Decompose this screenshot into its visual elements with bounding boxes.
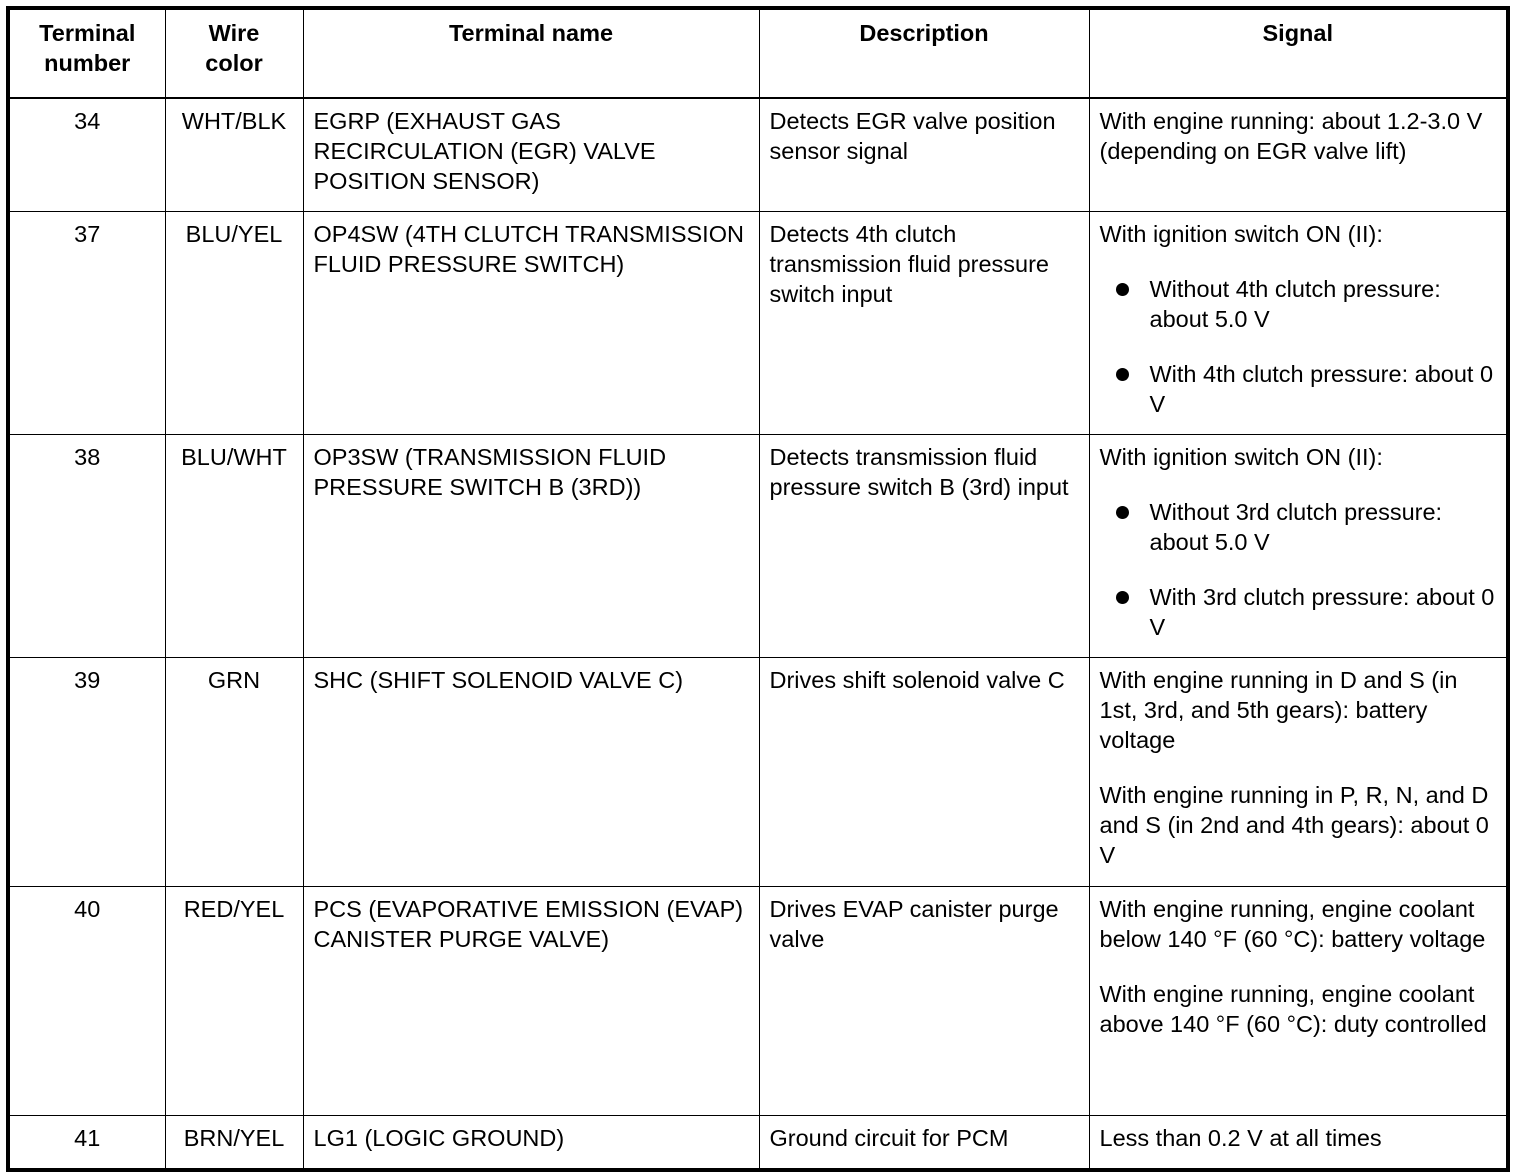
table-row (8, 887, 1508, 1116)
header-terminal-number: Terminal number (8, 8, 165, 98)
terminal-number-cell: 41 (8, 1116, 165, 1171)
wire-color-cell: BLU/WHT (165, 435, 303, 658)
terminal-table (6, 6, 1510, 1172)
table-row (8, 1116, 1508, 1171)
bullet-dot-icon (1116, 283, 1129, 296)
signal-text: With engine running: about 1.2-3.0 V (depending on EGR valve lift) (1099, 108, 1483, 164)
header-wire-color: Wire color (165, 8, 303, 98)
header-signal: Signal (1089, 8, 1508, 98)
table-row (8, 435, 1508, 658)
signal-cell (1089, 658, 1508, 887)
signal-bullet-text: Without 3rd clutch pressure: about 5.0 V (1149, 499, 1443, 555)
signal-bullet-item (1100, 582, 1497, 642)
signal-cell (1089, 887, 1508, 1116)
terminal-number-cell: 39 (8, 658, 165, 887)
signal-bullet-text: Without 4th clutch pressure: about 5.0 V (1149, 276, 1441, 332)
signal-bullet-text: With 4th clutch pressure: about 0 V (1149, 361, 1494, 417)
terminal-number-cell: 34 (8, 98, 165, 212)
wire-color-cell: BRN/YEL (165, 1116, 303, 1171)
signal-text: With engine running, engine coolant below 140 °F (60 °C): battery voltage (1099, 896, 1486, 952)
signal-cell (1089, 435, 1508, 658)
terminal-name-cell: LG1 (LOGIC GROUND) (303, 1116, 759, 1171)
description-cell: Detects transmission fluid pressure switch B (3rd) input (759, 435, 1089, 658)
header-description: Description (759, 8, 1089, 98)
signal-text: With engine running, engine coolant above 140 °F (60 °C): duty controlled (1099, 981, 1487, 1037)
terminal-number-cell: 40 (8, 887, 165, 1116)
signal-cell (1089, 98, 1508, 212)
signal-bullet-text: With 3rd clutch pressure: about 0 V (1149, 584, 1495, 640)
bullet-dot-icon (1116, 591, 1129, 604)
terminal-table-container (6, 6, 1506, 1172)
table-row (8, 212, 1508, 435)
signal-cell (1089, 212, 1508, 435)
terminal-number-cell: 38 (8, 435, 165, 658)
signal-text: With ignition switch ON (II): (1099, 221, 1383, 247)
header-row (8, 8, 1508, 98)
signal-cell (1089, 1116, 1508, 1171)
terminal-number-cell: 37 (8, 212, 165, 435)
table-row (8, 98, 1508, 212)
terminal-name-cell: EGRP (EXHAUST GAS RECIRCULATION (EGR) VALVE POSITION SENSOR) (303, 98, 759, 212)
header-terminal-name: Terminal name (303, 8, 759, 98)
description-cell: Drives shift solenoid valve C (759, 658, 1089, 887)
wire-color-cell: GRN (165, 658, 303, 887)
bullet-dot-icon (1116, 506, 1129, 519)
description-cell: Drives EVAP canister purge valve (759, 887, 1089, 1116)
signal-bullet-item (1100, 359, 1497, 419)
signal-text: Less than 0.2 V at all times (1099, 1125, 1382, 1151)
signal-bullet-item (1100, 274, 1497, 334)
terminal-name-cell: OP3SW (TRANSMISSION FLUID PRESSURE SWITCH B (3RD)) (303, 435, 759, 658)
signal-text: With ignition switch ON (II): (1099, 444, 1383, 470)
description-cell: Detects 4th clutch transmission fluid pressure switch input (759, 212, 1089, 435)
description-cell: Detects EGR valve position sensor signal (759, 98, 1089, 212)
signal-text: With engine running in P, R, N, and D and S (in 2nd and 4th gears): about 0 V (1099, 782, 1489, 868)
signal-bullet-item (1100, 497, 1497, 557)
wire-color-cell: BLU/YEL (165, 212, 303, 435)
wire-color-cell: RED/YEL (165, 887, 303, 1116)
terminal-name-cell: SHC (SHIFT SOLENOID VALVE C) (303, 658, 759, 887)
signal-text: With engine running in D and S (in 1st, 3rd, and 5th gears): battery voltage (1099, 667, 1458, 753)
terminal-name-cell: PCS (EVAPORATIVE EMISSION (EVAP) CANISTER PURGE VALVE) (303, 887, 759, 1116)
description-cell: Ground circuit for PCM (759, 1116, 1089, 1171)
wire-color-cell: WHT/BLK (165, 98, 303, 212)
bullet-dot-icon (1116, 368, 1129, 381)
terminal-name-cell: OP4SW (4TH CLUTCH TRANSMISSION FLUID PRESSURE SWITCH) (303, 212, 759, 435)
table-row (8, 658, 1508, 887)
